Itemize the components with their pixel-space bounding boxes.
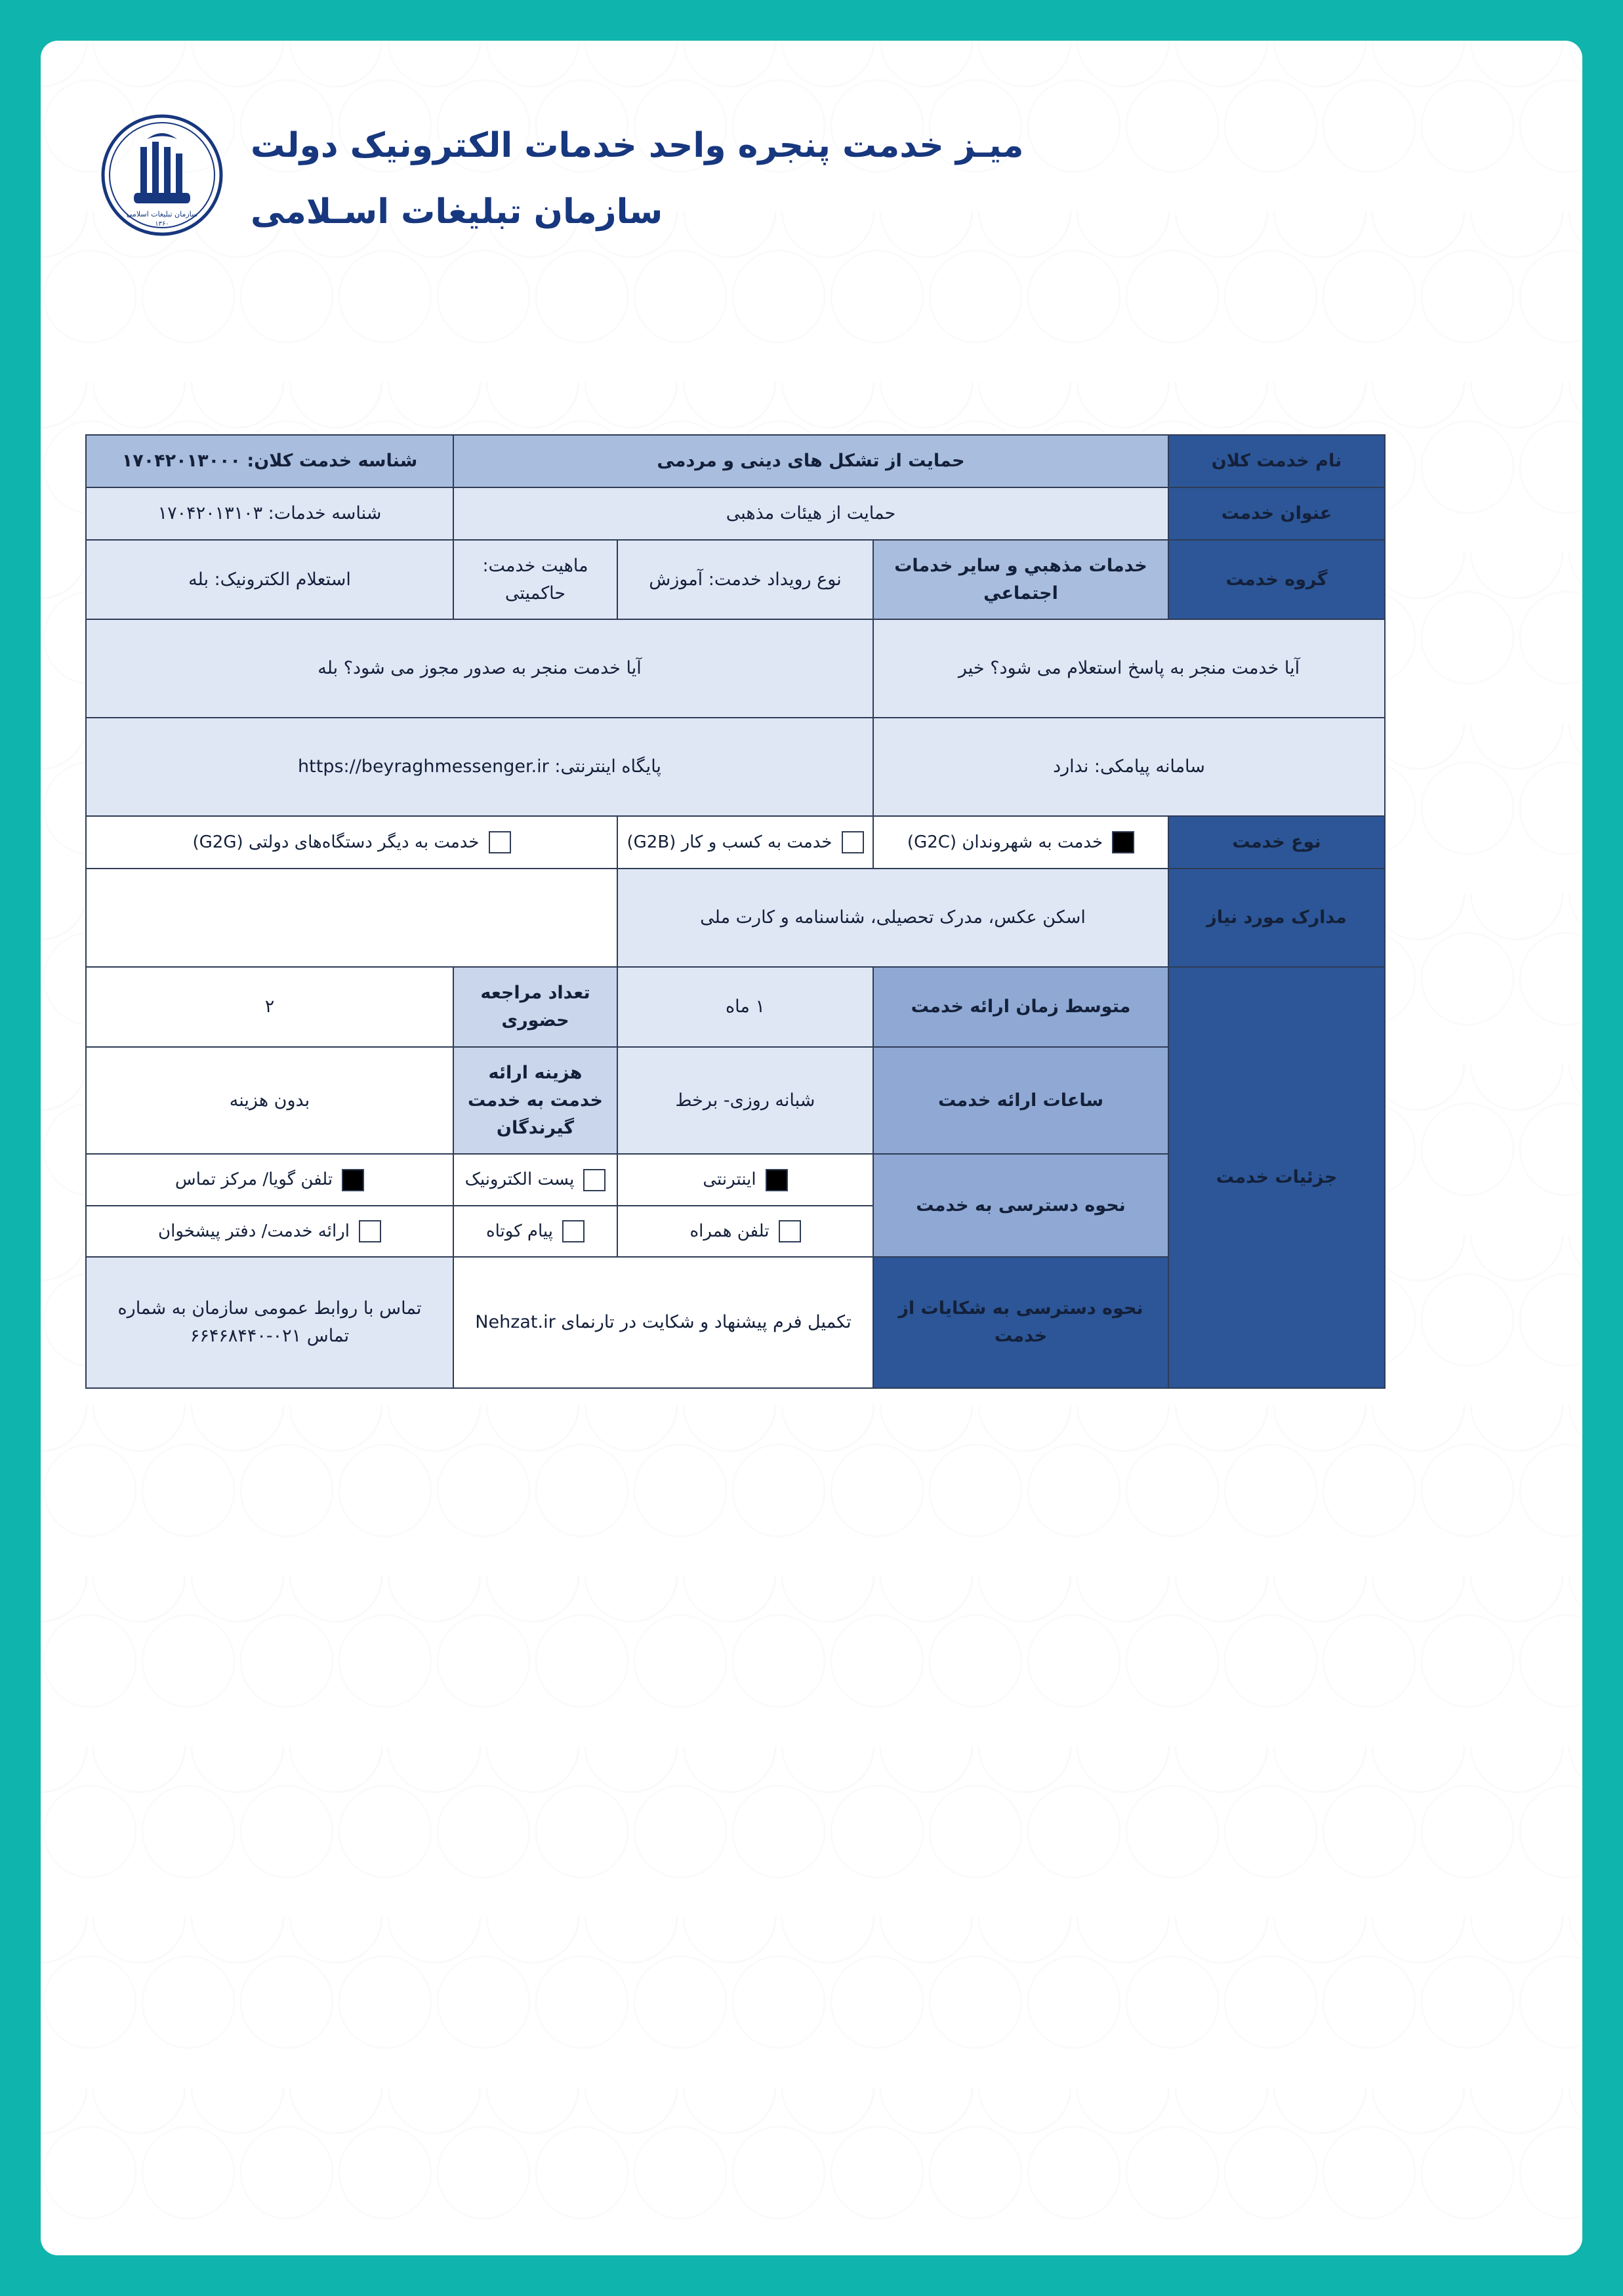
row-label-service-title: عنوان خدمت [1168,487,1385,540]
row-label-service-type: نوع خدمت [1168,816,1385,869]
checkbox-mobile-phone[interactable] [779,1220,801,1242]
visits-label: تعداد مراجعه حضوری [453,967,617,1047]
access-internet-cell[interactable] [617,1154,873,1205]
checkbox-g2c[interactable] [1112,831,1134,853]
required-docs-value: اسکن عکس، مدرک تحصیلی، شناسنامه و کارت ملی [617,869,1168,967]
row-label-macro-service: نام خدمت کلان [1168,435,1385,487]
visits-value: ۲ [86,967,453,1047]
checkbox-call-center-label: تلفن گویا/ مرکز تماس [175,1170,333,1190]
service-e-inquiry: استعلام الکترونیک: بله [86,540,453,620]
checkbox-mobile-phone-label: تلفن همراه [689,1221,770,1241]
avg-time-label: متوسط زمان ارائه خدمت [873,967,1168,1047]
required-docs-empty [86,869,617,967]
row-label-service-details: جزئیات خدمت [1168,967,1385,1388]
checkbox-g2c-label: خدمت به شهروندان (G2C) [907,832,1103,853]
row-label-complaints: نحوه دسترسی به شکایات از خدمت [873,1257,1168,1388]
checkbox-g2b[interactable] [842,831,864,853]
service-nature: ماهیت خدمت: حاکمیتی [453,540,617,620]
website-url: پایگاه اینترنتی: https://beyraghmessenger.ir [86,718,873,816]
macro-service-id: شناسه خدمت کلان: ۱۷۰۴۲۰۱۳۰۰۰ [86,435,453,487]
page-subtitle: سازمان تبلیغات اسـلامی [251,192,663,232]
cost-label: هزینه ارائه خدمت به خدمت گیرندگان [453,1047,617,1155]
checkbox-email-label: پست الکترونیک [464,1170,575,1190]
checkbox-sms[interactable] [562,1220,585,1242]
table-row [86,816,1385,869]
checkbox-service-office[interactable] [359,1220,381,1242]
row-label-required-docs: مدارک مورد نیاز [1168,869,1385,967]
row-label-service-group: گروه خدمت [1168,540,1385,620]
avg-time-value: ۱ ماه [617,967,873,1047]
checkbox-call-center[interactable] [342,1169,364,1191]
document-header [100,113,1510,237]
checkbox-g2g-label: خدمت به دیگر دستگاه‌های دولتی (G2G) [192,832,480,853]
access-callcenter-cell[interactable] [86,1154,453,1205]
access-sms-cell[interactable] [453,1206,617,1257]
complaints-phone: تماس با روابط عمومی سازمان به شماره تماس ۰۲۱-۶۶۴۶۸۴۴۰ [86,1257,453,1388]
license-result: آیا خدمت منجر به صدور مجوز می شود؟ بله [86,619,873,718]
checkbox-email[interactable] [583,1169,606,1191]
organization-emblem-icon [100,113,224,237]
sms-system: سامانه پیامکی: ندارد [873,718,1385,816]
hours-label: ساعات ارائه خدمت [873,1047,1168,1155]
macro-service-value: حمایت از تشکل های دینی و مردمی [453,435,1168,487]
table-row [86,435,1385,487]
checkbox-g2g[interactable] [489,831,511,853]
checkbox-g2b-label: خدمت به کسب و کار (G2B) [627,832,832,853]
service-type-g2g-cell[interactable] [86,816,617,869]
service-event-type: نوع رویداد خدمت: آموزش [617,540,873,620]
checkbox-sms-label: پیام کوتاه [486,1221,553,1241]
service-title-id: شناسه خدمات: ۱۷۰۴۲۰۱۳۱۰۳ [86,487,453,540]
complaints-form: تکمیل فرم پیشنهاد و شکایت در تارنمای Nehzat.ir [453,1257,873,1388]
service-group-value: خدمات مذهبي و سایر خدمات اجتماعي [873,540,1168,620]
hours-value: شبانه روزی- برخط [617,1047,873,1155]
table-row [86,869,1385,967]
access-mobile-cell[interactable] [617,1206,873,1257]
checkbox-internet-label: اینترنتی [703,1170,756,1190]
service-title-value: حمایت از هیئات مذهبی [453,487,1168,540]
service-type-g2c-cell[interactable] [873,816,1168,869]
table-row [86,540,1385,620]
table-row [86,619,1385,718]
inquiry-result: آیا خدمت منجر به پاسخ استعلام می شود؟ خیر [873,619,1385,718]
service-type-g2b-cell[interactable] [617,816,873,869]
access-label: نحوه دسترسی به خدمت [873,1154,1168,1257]
page-title: میـز خدمت پنجره واحد خدمات الکترونیک دولت [251,126,1024,165]
document-sheet [41,41,1582,2255]
service-info-table [87,434,1386,1389]
svg-text:۱۳۶۰: ۱۳۶۰ [155,220,169,228]
svg-text:سازمان تبلیغات اسلامی: سازمان تبلیغات اسلامی [126,210,198,218]
table-row [86,718,1385,816]
checkbox-internet[interactable] [766,1169,788,1191]
access-office-cell[interactable] [86,1206,453,1257]
cost-value: بدون هزینه [86,1047,453,1155]
checkbox-service-office-label: ارائه خدمت/ دفتر پیشخوان [158,1221,350,1241]
access-email-cell[interactable] [453,1154,617,1205]
table-row [86,487,1385,540]
table-row [86,967,1385,1047]
